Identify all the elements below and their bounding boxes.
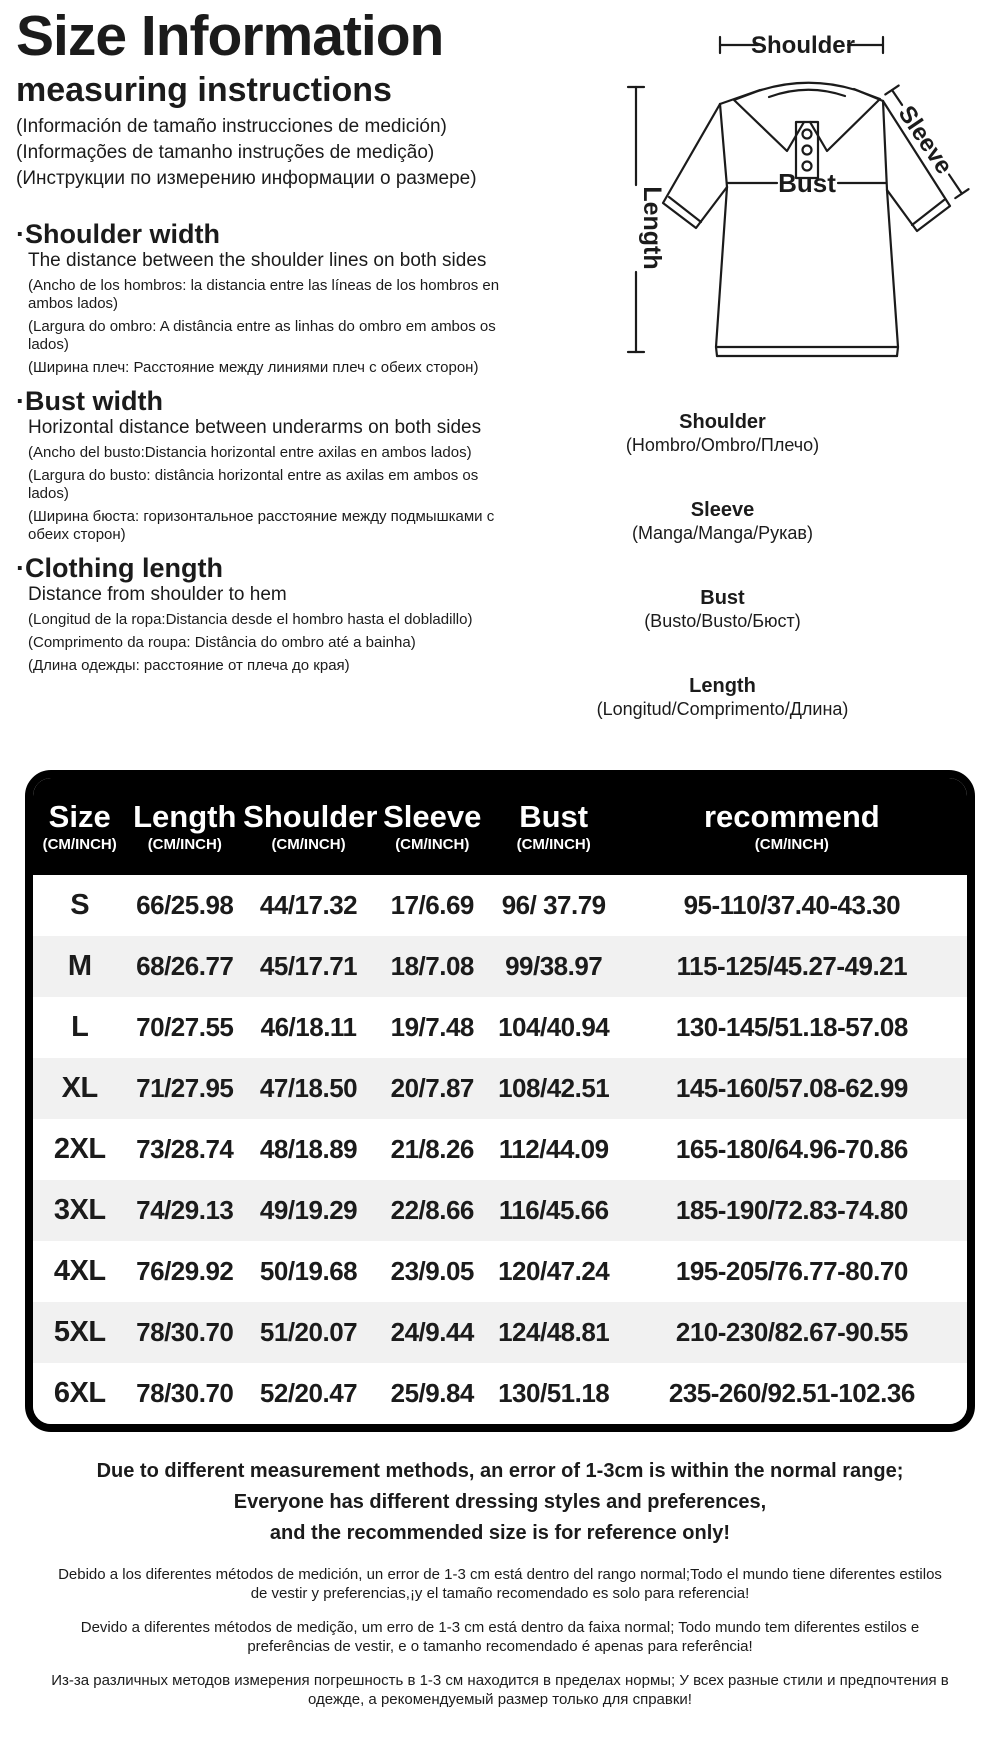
sleeve-measure-label: Sleeve: [892, 100, 958, 180]
sleeve-measure-bracket: [880, 83, 972, 202]
section-clothing-length: [16, 554, 528, 675]
size-table-body: [33, 875, 967, 1424]
value-cell: 20/7.87: [390, 1073, 474, 1103]
header-translation-es: (Información de tamaño instrucciones de medición): [16, 116, 447, 137]
value-cell: 96/ 37.79: [501, 890, 606, 920]
button: [803, 130, 812, 139]
section-title: ·Clothing length: [16, 553, 223, 583]
value-cell: 18/7.08: [390, 951, 474, 981]
value-cell: 130-145/51.18-57.08: [675, 1012, 908, 1042]
value-cell: 185-190/72.83-74.80: [675, 1195, 908, 1225]
value-cell: 112/44.09: [498, 1134, 609, 1164]
legend-translation: (Longitud/Comprimento/Длина): [596, 699, 849, 719]
size-row-xl: [33, 1058, 967, 1119]
footer: [0, 1456, 1000, 1724]
footer-bold-line: and the recommended size is for reference only!: [269, 1522, 731, 1544]
footer-bold-line: Everyone has different dressing styles and preferences,: [233, 1491, 767, 1513]
size-row-2xl: [33, 1119, 967, 1180]
column-header-bust: Bust (CM/INCH): [516, 798, 591, 853]
column-header-recommend: recommend (CM/INCH): [703, 798, 880, 853]
header-translation-pt: (Informações de tamanho instruções de medição): [16, 142, 435, 163]
header-translation-ru: (Инструкции по измерению информации о размере): [16, 168, 477, 189]
column-header-sleeve: Sleeve (CM/INCH): [383, 798, 482, 853]
section-subtitle: The distance between the shoulder lines on both sides: [28, 250, 487, 271]
size-table: [25, 770, 975, 1432]
section-note-ru: (Длина одежды: расстояние от плеча до края): [28, 657, 350, 674]
legend-name: Length: [689, 675, 756, 697]
column-header-size: Size (CM/INCH): [42, 798, 117, 853]
size-cell: L: [71, 1011, 89, 1043]
value-cell: 74/29.13: [136, 1195, 234, 1225]
size-row-l: [33, 997, 967, 1058]
size-cell: 3XL: [53, 1194, 106, 1226]
value-cell: 50/19.68: [259, 1256, 358, 1286]
value-cell: 46/18.11: [260, 1012, 357, 1042]
value-cell: 22/8.66: [390, 1195, 474, 1225]
section-subtitle: Distance from shoulder to hem: [28, 584, 287, 605]
section-note-pt: (Largura do busto: distância horizontal entre as axilas em ambos os lados): [28, 467, 479, 502]
value-cell: 99/38.97: [505, 951, 603, 981]
value-cell: 23/9.05: [390, 1256, 474, 1286]
value-cell: 68/26.77: [136, 951, 234, 981]
legend-sleeve: [632, 498, 813, 544]
legend-shoulder: [626, 410, 819, 456]
size-row-4xl: [33, 1241, 967, 1302]
size-row-6xl: [33, 1363, 967, 1424]
page-title: Size Information: [16, 4, 444, 68]
value-cell: 44/17.32: [259, 890, 358, 920]
size-row-3xl: [33, 1180, 967, 1241]
legend-name: Sleeve: [690, 499, 755, 521]
value-cell: 73/28.74: [136, 1134, 234, 1164]
value-cell: 235-260/92.51-102.36: [668, 1378, 915, 1408]
value-cell: 165-180/64.96-70.86: [675, 1134, 908, 1164]
footer-note-es: Debido a los diferentes métodos de medición, un error de 1-3 cm está dentro del rango normal;Todo el mundo tiene diferentes estilos de vestir y preferencias,¡y el tamaño recomendado es solo para referencia!: [58, 1566, 942, 1602]
length-measure-label: Length: [638, 186, 666, 270]
bust-measure-label: Bust: [778, 168, 836, 198]
value-cell: 24/9.44: [390, 1317, 474, 1347]
value-cell: 115-125/45.27-49.21: [676, 951, 908, 981]
legend-translation: (Busto/Busto/Бюст): [644, 611, 801, 631]
section-note-pt: (Largura do ombro: A distância entre as linhas do ombro em ambos os lados): [28, 318, 496, 353]
measuring-sections: [16, 220, 528, 685]
section-subtitle: Horizontal distance between underarms on both sides: [28, 417, 482, 438]
legend-length: [597, 674, 849, 720]
legend-translation: (Hombro/Ombro/Плечо): [625, 435, 820, 455]
size-cell: 5XL: [53, 1316, 106, 1348]
value-cell: 70/27.55: [136, 1012, 234, 1042]
size-table-head: [33, 778, 967, 875]
header: [16, 4, 528, 192]
page-subtitle: measuring instructions: [16, 71, 392, 109]
column-header-shoulder: Shoulder (CM/INCH): [243, 798, 378, 853]
size-cell: S: [70, 889, 90, 921]
value-cell: 78/30.70: [136, 1378, 234, 1408]
value-cell: 51/20.07: [259, 1317, 358, 1347]
footer-bold-note: [0, 1456, 1000, 1549]
header-translations: [16, 114, 528, 192]
legend-name: Bust: [700, 587, 745, 609]
section-title: ·Bust width: [16, 386, 163, 416]
size-row-s: [33, 875, 967, 936]
section-shoulder-width: [16, 220, 528, 377]
section-note-es: (Ancho de los hombros: la distancia entre las líneas de los hombros en ambos lados): [28, 277, 500, 312]
value-cell: 52/20.47: [259, 1378, 358, 1408]
section-note-es: (Ancho del busto:Distancia horizontal entre axilas en ambos lados): [28, 444, 472, 461]
value-cell: 130/51.18: [498, 1378, 610, 1408]
value-cell: 120/47.24: [498, 1256, 610, 1286]
value-cell: 21/8.26: [390, 1134, 474, 1164]
value-cell: 25/9.84: [390, 1378, 474, 1408]
value-cell: 48/18.89: [259, 1134, 358, 1164]
legend-bust: [644, 586, 801, 632]
size-cell: 6XL: [53, 1377, 106, 1409]
value-cell: 78/30.70: [136, 1317, 234, 1347]
size-cell: XL: [61, 1072, 98, 1104]
shoulder-measure-label: Shoulder: [750, 32, 856, 59]
legend-name: Shoulder: [679, 411, 766, 433]
section-bust-width: [16, 387, 528, 544]
value-cell: 47/18.50: [259, 1073, 358, 1103]
footer-note-pt: Devido a diferentes métodos de medição, um erro de 1-3 cm está dentro da faixa normal; Todo mundo tem diferentes estilos e preferências de vestir, e o tamanho recomendado é apenas para referência!: [80, 1619, 920, 1655]
section-note-ru: (Ширина бюста: горизонтальное расстояние между подмышками с обеих сторон): [28, 508, 495, 543]
footer-note-ru: Из-за различных методов измерения погрешность в 1-3 см находится в пределах нормы; У всех разные стили и предпочтения в одежде, а рекомендуемый размер только для справки!: [51, 1672, 949, 1708]
section-note-ru: (Ширина плеч: Расстояние между линиями плеч с обеих сторон): [28, 359, 479, 376]
size-cell: 4XL: [53, 1255, 106, 1287]
size-row-m: [33, 936, 967, 997]
measure-label-legend: [530, 410, 915, 720]
size-cell: M: [67, 950, 92, 982]
left-sleeve: [663, 104, 727, 228]
shirt-body: [716, 187, 898, 347]
column-header-length: Length (CM/INCH): [133, 798, 237, 853]
legend-translation: (Manga/Manga/Рукав): [632, 523, 813, 543]
value-cell: 116/45.66: [498, 1195, 609, 1225]
value-cell: 210-230/82.67-90.55: [675, 1317, 908, 1347]
length-measure-line: [628, 87, 666, 352]
size-cell: 2XL: [53, 1133, 106, 1165]
value-cell: 17/6.69: [390, 890, 474, 920]
section-note-es: (Longitud de la ropa:Distancia desde el hombro hasta el dobladillo): [28, 611, 473, 628]
value-cell: 95-110/37.40-43.30: [683, 890, 901, 920]
shoulder-measure-bracket: [720, 32, 883, 59]
value-cell: 49/19.29: [259, 1195, 358, 1225]
button: [803, 146, 812, 155]
value-cell: 76/29.92: [136, 1256, 234, 1286]
value-cell: 195-205/76.77-80.70: [675, 1256, 908, 1286]
value-cell: 19/7.48: [390, 1012, 474, 1042]
value-cell: 45/17.71: [259, 951, 358, 981]
value-cell: 104/40.94: [498, 1012, 610, 1042]
value-cell: 145-160/57.08-62.99: [675, 1073, 908, 1103]
value-cell: 66/25.98: [136, 890, 234, 920]
polo-shirt-diagram: [530, 0, 990, 365]
section-title: ·Shoulder width: [16, 219, 220, 249]
footer-translations: [0, 1565, 1000, 1709]
value-cell: 71/27.95: [136, 1073, 234, 1103]
value-cell: 108/42.51: [498, 1073, 610, 1103]
value-cell: 124/48.81: [498, 1317, 610, 1347]
section-note-pt: (Comprimento da roupa: Distância do ombro até a bainha): [28, 634, 416, 651]
size-row-5xl: [33, 1302, 967, 1363]
footer-bold-line: Due to different measurement methods, an error of 1-3cm is within the normal range;: [96, 1460, 904, 1482]
